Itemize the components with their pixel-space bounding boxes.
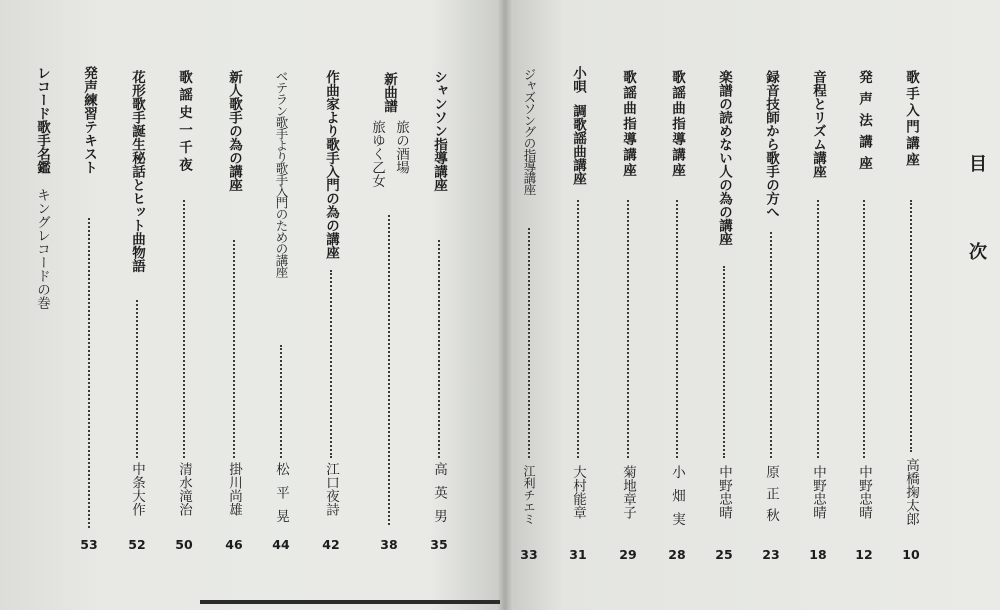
entry-title: 新人歌手の為の講座 bbox=[226, 70, 242, 192]
contents-heading-char-1: 目 bbox=[969, 154, 987, 175]
entry-page: 50 bbox=[175, 537, 193, 552]
dot-leader bbox=[770, 232, 772, 458]
entry-author: 原正秋 bbox=[763, 465, 779, 530]
entry-author: 江口夜詩 bbox=[323, 462, 339, 516]
dot-leader bbox=[627, 200, 629, 458]
dot-leader bbox=[723, 266, 725, 458]
entry-title: ジャズソングの指導講座 bbox=[522, 68, 537, 195]
contents-heading-char-2: 次 bbox=[969, 242, 987, 263]
entry-title: シャンソン指導講座 bbox=[431, 70, 447, 192]
bottom-rule bbox=[200, 600, 500, 604]
entry-author: 菊地章子 bbox=[620, 465, 636, 519]
entry-title: 作曲家より歌手入門の為の講座 bbox=[323, 70, 339, 259]
entry-title: 小唄 bbox=[570, 66, 586, 93]
entry-page: 12 bbox=[855, 547, 873, 562]
entry-page: 28 bbox=[668, 547, 686, 562]
dot-leader bbox=[438, 240, 440, 458]
entry-page: 18 bbox=[809, 547, 827, 562]
entry-page: 53 bbox=[80, 537, 98, 552]
entry-page: 29 bbox=[619, 547, 637, 562]
entry-title: 楽譜の読めない人の為の講座 bbox=[716, 70, 732, 246]
entry-page: 46 bbox=[225, 537, 243, 552]
dot-leader bbox=[676, 200, 678, 458]
entry-title: 発声練習テキスト bbox=[81, 66, 97, 174]
dot-leader bbox=[233, 240, 235, 458]
entry-author: 高橋掬太郎 bbox=[903, 458, 919, 526]
entry-author: 中野忠晴 bbox=[716, 465, 732, 519]
entry-page: 25 bbox=[715, 547, 733, 562]
dot-leader bbox=[863, 200, 865, 458]
entry-title: 歌手入門講座 bbox=[903, 70, 919, 169]
entry-title: 花形歌手誕生秘話とヒット曲物語 bbox=[129, 70, 145, 273]
entry-title: 歌謡曲指導講座 bbox=[669, 70, 685, 179]
entry-author: 清水滝治 bbox=[176, 462, 192, 516]
entry-author: 江利チエミ bbox=[522, 465, 536, 525]
dot-leader bbox=[910, 200, 912, 452]
entry-title: 歌謡曲指導講座 bbox=[620, 70, 636, 179]
entry-page: 31 bbox=[569, 547, 587, 562]
dot-leader bbox=[388, 215, 390, 525]
entry-author: 中条大作 bbox=[129, 462, 145, 516]
entry-author: 大村能章 bbox=[570, 465, 586, 519]
entry-title-cont: 調歌謡曲講座 bbox=[570, 104, 586, 185]
entry-author: 高英男 bbox=[431, 462, 447, 533]
book-gutter bbox=[497, 0, 513, 610]
dot-leader bbox=[330, 270, 332, 458]
entry-page: 10 bbox=[902, 547, 920, 562]
dot-leader bbox=[528, 228, 530, 458]
entry-title: 発声法講座 bbox=[856, 70, 872, 178]
entry-page: 33 bbox=[520, 547, 538, 562]
entry-author: 中野忠晴 bbox=[810, 465, 826, 519]
dot-leader bbox=[817, 200, 819, 458]
entry-page: 42 bbox=[322, 537, 340, 552]
entry-song-2: 旅ゆく乙女 bbox=[369, 120, 385, 188]
entry-song-1: 旅の酒場 bbox=[393, 120, 409, 174]
entry-title: 新曲譜 bbox=[381, 72, 397, 113]
dot-leader bbox=[136, 300, 138, 458]
entry-page: 52 bbox=[128, 537, 146, 552]
entry-author: 中野忠晴 bbox=[856, 465, 872, 519]
entry-author: 掛川尚雄 bbox=[226, 462, 242, 516]
entry-title: レコード歌手名鑑 bbox=[34, 66, 50, 174]
dot-leader bbox=[88, 218, 90, 528]
entry-title: 歌謡史一千夜 bbox=[176, 70, 192, 175]
entry-title: 録音技師から歌手の方へ bbox=[763, 70, 779, 219]
entry-page: 44 bbox=[272, 537, 290, 552]
entry-page: 23 bbox=[762, 547, 780, 562]
entry-title: ベテラン歌手より歌手入門のための講座 bbox=[274, 70, 289, 277]
entry-title: 音程とリズム講座 bbox=[810, 70, 826, 178]
entry-page: 38 bbox=[380, 537, 398, 552]
entry-page: 35 bbox=[430, 537, 448, 552]
dot-leader bbox=[280, 345, 282, 458]
entry-subtitle: キングレコードの巻 bbox=[34, 188, 50, 310]
dot-leader bbox=[183, 200, 185, 458]
dot-leader bbox=[577, 200, 579, 458]
entry-author: 小畑実 bbox=[669, 465, 685, 536]
entry-author: 松平晃 bbox=[273, 462, 289, 533]
